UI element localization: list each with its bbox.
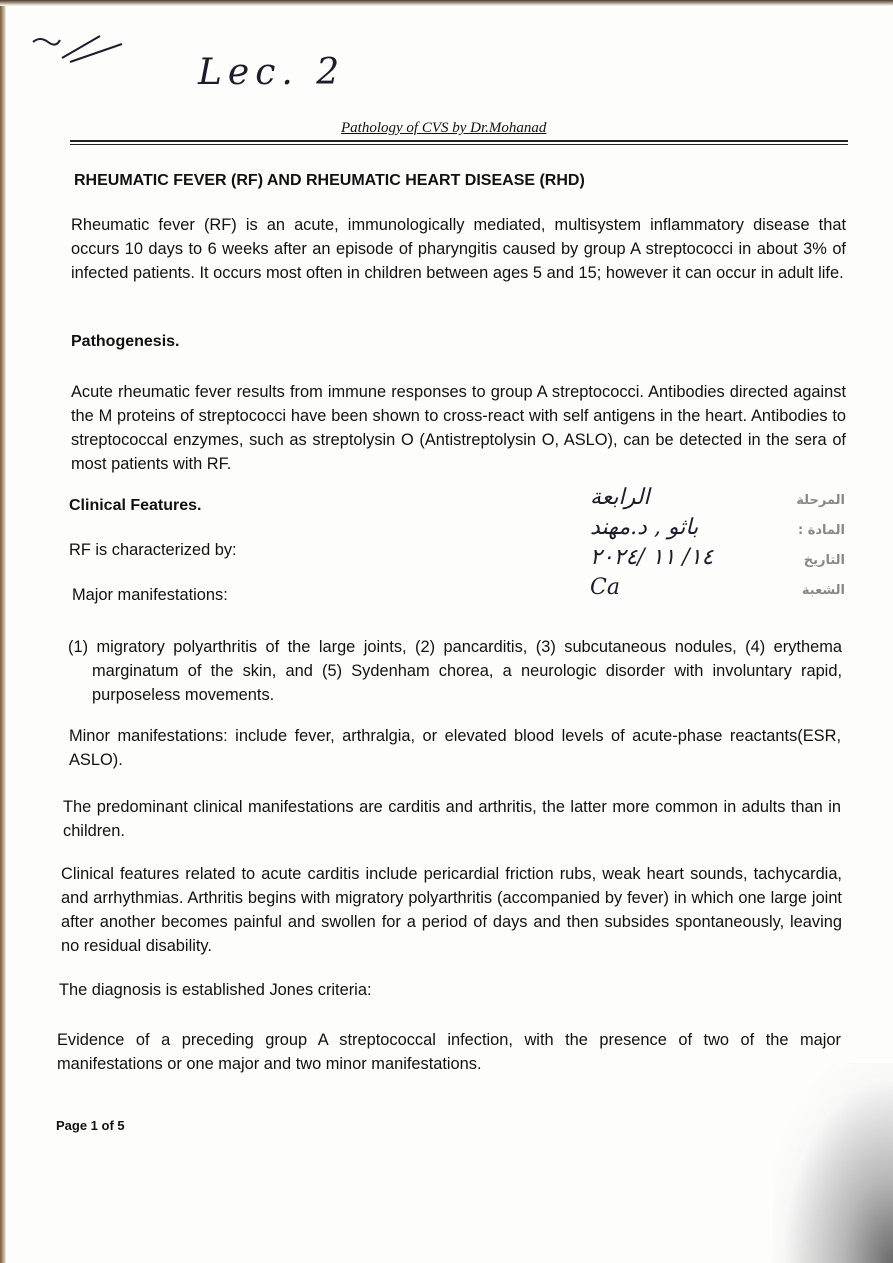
stamp-value-stage: الرابعة (590, 485, 650, 510)
page-top-edge (0, 0, 893, 6)
header-rule-thick (70, 140, 848, 142)
diagnosis-text: The diagnosis is established Jones criteria: (59, 981, 372, 999)
stamp-row-date (590, 545, 845, 575)
pathogenesis-paragraph: Acute rheumatic fever results from immune responses to group A streptococci. Antibodies directed against the M proteins of streptococci have been shown to cross-react with self antigens in the heart. Antibodies to streptococcal enzymes, such as streptolysin O (Antistreptolysin O, ASLO), can be detected in the sera of most patients with RF. (71, 383, 846, 473)
clinical-features-paragraph: Clinical features related to acute carditis include pericardial friction rubs, weak heart sounds, tachycardia, and arrhythmias. Arthritis begins with migratory polyarthritis (accompanied by fever) in which one large joint after another becomes painful and swollen for a period of days and then subsides spontaneously, leaving no residual disability. (61, 865, 842, 955)
stamp-label-date: التاريخ (803, 553, 845, 568)
handwritten-scribble (30, 30, 130, 70)
stamp-value-section: Ca (590, 575, 620, 600)
stamp-box (590, 485, 845, 605)
stamp-value-subject: باثو , د.مهند (590, 515, 699, 540)
page-left-edge (0, 0, 6, 1263)
predominant-manifestations-paragraph: The predominant clinical manifestations are carditis and arthritis, the latter more common in adults than in children. (63, 798, 841, 840)
stamp-label-subject: المادة : (797, 523, 845, 538)
stamp-row-subject (590, 515, 845, 545)
clinical-features-heading: Clinical Features. (69, 497, 202, 514)
evidence-paragraph: Evidence of a preceding group A streptococcal infection, with the presence of two of the major manifestations or one major and two minor manifestations. (57, 1031, 841, 1073)
header-rule-thin (70, 144, 848, 145)
minor-manifestations-paragraph: Minor manifestations: include fever, arthralgia, or elevated blood levels of acute-phase reactants(ESR, ASLO). (69, 727, 841, 769)
pathogenesis-heading: Pathogenesis. (71, 333, 180, 350)
intro-paragraph: Rheumatic fever (RF) is an acute, immunologically mediated, multisystem inflammatory disease that occurs 10 days to 6 weeks after an episode of pharyngitis caused by group A streptococci in about 3% of infected patients. It occurs most often in children between ages 5 and 15; however it can occur in adult life. (71, 216, 846, 282)
stamp-row-section (590, 575, 845, 605)
page-header: Pathology of CVS by Dr.Mohanad (341, 120, 547, 136)
stamp-label-stage: المرحلة (796, 493, 845, 508)
stamp-row-stage (590, 485, 845, 515)
stamp-value-date: ١٤/ ١١ /٢٠٢٤ (590, 545, 714, 570)
major-manifestations-label: Major manifestations: (72, 586, 228, 604)
stamp-label-section: الشعبة (801, 583, 845, 598)
handwritten-lecture-title: Lec. 2 (198, 52, 346, 93)
major-manifestations-list: (1) migratory polyarthritis of the large joints, (2) pancarditis, (3) subcutaneous nodules, (4) erythema marginatum of the skin, and (5) Sydenham chorea, a neurologic disorder with involuntary rapid, purposeless movements. (68, 638, 842, 704)
page-footer: Page 1 of 5 (56, 1118, 125, 1133)
document-title: RHEUMATIC FEVER (RF) AND RHEUMATIC HEART DISEASE (RHD) (74, 172, 585, 189)
rf-characterized-text: RF is characterized by: (69, 541, 237, 559)
page-corner-shadow (773, 1063, 893, 1263)
